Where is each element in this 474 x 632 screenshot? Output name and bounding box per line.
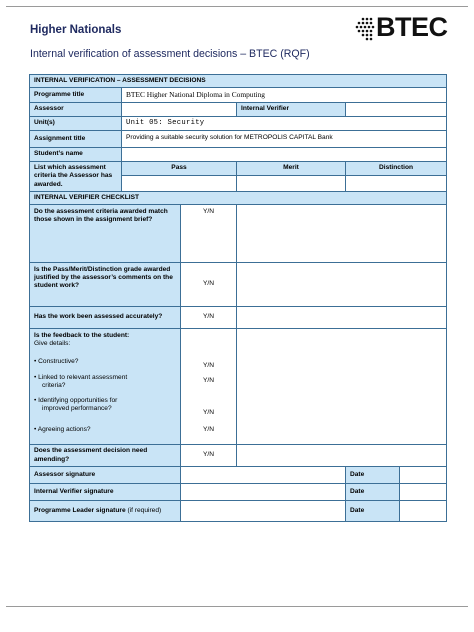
merit-header: Merit bbox=[237, 162, 346, 176]
section-title-verifier-checklist: INTERNAL VERIFIER CHECKLIST bbox=[30, 192, 447, 205]
assessor-field[interactable] bbox=[122, 103, 237, 117]
assessor-date-field[interactable] bbox=[400, 467, 447, 484]
internal-verifier-label: Internal Verifier bbox=[237, 103, 346, 117]
comment-needs-amending[interactable] bbox=[237, 445, 447, 467]
yn-constructive[interactable]: Y/N bbox=[203, 362, 214, 369]
pass-header: Pass bbox=[122, 162, 237, 176]
feedback-option-linked-a: • Linked to relevant assessment bbox=[34, 373, 128, 381]
btec-logo-text: BTEC bbox=[376, 12, 448, 42]
assessor-date-label: Date bbox=[346, 467, 400, 484]
pl-signature-field[interactable] bbox=[181, 501, 346, 522]
comment-grade-justified[interactable] bbox=[237, 263, 447, 307]
student-name-field[interactable] bbox=[122, 148, 447, 162]
programme-title-field[interactable]: BTEC Higher National Diploma in Computing bbox=[122, 88, 447, 103]
internal-verifier-field[interactable] bbox=[346, 103, 447, 117]
units-field[interactable]: Unit 05: Security bbox=[122, 117, 447, 131]
iv-signature-field[interactable] bbox=[181, 484, 346, 501]
assessor-label: Assessor bbox=[30, 103, 122, 117]
pl-signature-label-cell bbox=[30, 501, 181, 522]
feedback-give-details: Give details: bbox=[34, 340, 71, 348]
assignment-title-field[interactable]: Providing a suitable security solution for METROPOLIS CAPITAL Bank bbox=[122, 131, 447, 148]
yn-needs-amending[interactable]: Y/N bbox=[181, 445, 237, 467]
assessor-signature-field[interactable] bbox=[181, 467, 346, 484]
feedback-option-agreeing-actions: • Agreeing actions? bbox=[34, 425, 91, 433]
yn-feedback-group bbox=[181, 329, 237, 445]
higher-nationals-heading: Higher Nationals bbox=[30, 24, 122, 36]
iv-date-label: Date bbox=[346, 484, 400, 501]
verification-form bbox=[29, 74, 447, 522]
section-title-assessment-decisions: INTERNAL VERIFICATION – ASSESSMENT DECISIONS bbox=[30, 75, 447, 88]
assignment-title-label: Assignment title bbox=[30, 131, 122, 148]
merit-criteria-field[interactable] bbox=[237, 176, 346, 192]
checklist-question-grade-justified: Is the Pass/Merit/Distinction grade awarded justified by the assessor’s comments on the student work? bbox=[30, 263, 181, 307]
pass-criteria-field[interactable] bbox=[122, 176, 237, 192]
yn-agreeing-actions[interactable]: Y/N bbox=[203, 425, 214, 433]
distinction-header: Distinction bbox=[346, 162, 447, 176]
pl-date-field[interactable] bbox=[400, 501, 447, 522]
units-label: Unit(s) bbox=[30, 117, 122, 131]
btec-logo bbox=[354, 14, 446, 44]
checklist-question-feedback bbox=[30, 329, 181, 445]
pl-signature-label: Programme Leader signature bbox=[34, 506, 126, 514]
top-rule bbox=[6, 6, 468, 7]
distinction-criteria-field[interactable] bbox=[346, 176, 447, 192]
yn-opportunities[interactable]: Y/N bbox=[203, 409, 214, 417]
checklist-question-assessed-accurately: Has the work been assessed accurately? bbox=[30, 307, 181, 329]
comment-criteria-match[interactable] bbox=[237, 205, 447, 263]
iv-date-field[interactable] bbox=[400, 484, 447, 501]
comment-feedback[interactable] bbox=[237, 329, 447, 445]
comment-assessed-accurately[interactable] bbox=[237, 307, 447, 329]
feedback-option-linked-b: criteria? bbox=[42, 381, 66, 389]
bottom-rule bbox=[6, 606, 468, 607]
yn-criteria-match[interactable]: Y/N bbox=[181, 205, 237, 263]
feedback-option-opportunities-b: improved performance? bbox=[42, 405, 112, 413]
btec-logo-dots-icon bbox=[354, 16, 376, 42]
yn-linked-criteria[interactable]: Y/N bbox=[203, 377, 214, 385]
yn-grade-justified[interactable]: Y/N bbox=[181, 263, 237, 307]
checklist-question-needs-amending: Does the assessment decision need amending? bbox=[30, 445, 181, 467]
feedback-title: Is the feedback to the student: bbox=[34, 332, 130, 339]
assessor-signature-label: Assessor signature bbox=[30, 467, 181, 484]
document-subtitle: Internal verification of assessment decisions – BTEC (RQF) bbox=[30, 48, 310, 60]
pl-signature-note: (if required) bbox=[127, 506, 162, 514]
pl-date-label: Date bbox=[346, 501, 400, 522]
checklist-question-criteria-match: Do the assessment criteria awarded match those shown in the assignment brief? bbox=[30, 205, 181, 263]
student-name-label: Student’s name bbox=[30, 148, 122, 162]
iv-signature-label: Internal Verifier signature bbox=[30, 484, 181, 501]
criteria-awarded-label: List which assessment criteria the Assessor has awarded. bbox=[30, 162, 122, 192]
yn-assessed-accurately[interactable]: Y/N bbox=[181, 307, 237, 329]
feedback-option-opportunities-a: • Identifying opportunities for bbox=[34, 397, 118, 405]
programme-title-label: Programme title bbox=[30, 88, 122, 103]
feedback-option-constructive: • Constructive? bbox=[34, 358, 79, 366]
